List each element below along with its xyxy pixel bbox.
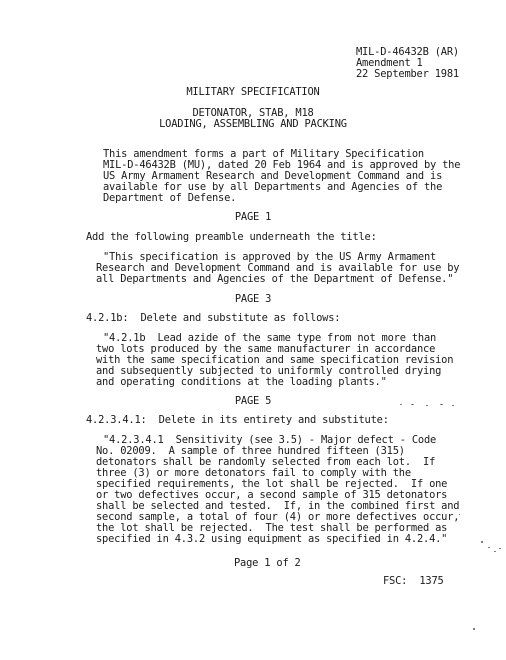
scan-speck xyxy=(481,541,483,543)
quote-line: with the same specification and same specification revision xyxy=(96,354,454,366)
instruction-2: 4.2.1b: Delete and substitute as follows: xyxy=(86,312,341,324)
quote-line: "4.2.3.4.1 Sensitivity (see 3.5) - Major defect - Code xyxy=(103,434,437,446)
doc-id: MIL-D-46432B (AR) xyxy=(356,46,459,58)
page-label-5: PAGE 5 xyxy=(234,395,272,407)
quote-line: and operating conditions at the loading plants." xyxy=(96,376,387,388)
scan-speck xyxy=(411,404,414,405)
spec-heading: MILITARY SPECIFICATION xyxy=(186,86,320,98)
scan-speck xyxy=(494,551,496,552)
intro-line: Department of Defense. xyxy=(103,192,237,204)
scan-speck xyxy=(473,628,475,630)
quote-line: and subsequently subjected to uniformly controlled drying xyxy=(96,365,442,377)
quote-line: shall be selected and tested. If, in the combined first and xyxy=(96,500,460,512)
quote-line: two lots produced by the same manufacturer in accordance xyxy=(96,343,436,355)
fsc-code: FSC: 1375 xyxy=(383,575,444,587)
quote-line: three (3) or more detonators fail to comply with the xyxy=(96,467,411,479)
quote-line: detonators shall be randomly selected from each lot. If xyxy=(96,456,436,468)
quote-line: "This specification is approved by the US Army Armament xyxy=(103,251,437,263)
quote-line: or two defectives occur, a second sample of 315 detonators xyxy=(96,489,448,501)
intro-line: available for use by all Departments and Agencies of the xyxy=(103,181,443,193)
amendment-number: Amendment 1 xyxy=(356,57,423,69)
scan-speck xyxy=(488,547,490,548)
page-label-3: PAGE 3 xyxy=(234,293,272,305)
spec-title-line-2: LOADING, ASSEMBLING AND PACKING xyxy=(159,118,347,130)
quote-line: all Departments and Agencies of the Department of Defense." xyxy=(96,273,454,285)
quote-line: Research and Development Command and is available for use by xyxy=(96,262,460,274)
scan-speck xyxy=(452,405,454,406)
intro-line: This amendment forms a part of Military Specification xyxy=(103,148,424,160)
page-label-1: PAGE 1 xyxy=(234,211,272,223)
quote-line: "4.2.1b Lead azide of the same type from not more than xyxy=(103,332,437,344)
scan-speck xyxy=(459,514,460,515)
quote-line: the lot shall be rejected. The test shall be performed as xyxy=(96,522,448,534)
quote-line: specified in 4.3.2 using equipment as specified in 4.2.4." xyxy=(96,533,448,545)
instruction-3: 4.2.3.4.1: Delete in its entirety and substitute: xyxy=(86,414,389,426)
scan-speck xyxy=(499,548,501,549)
amendment-date: 22 September 1981 xyxy=(356,68,459,80)
scan-speck xyxy=(400,404,402,405)
intro-line: US Army Armament Research and Development Command and is xyxy=(103,170,443,182)
quote-line: No. 02009. A sample of three hundred fifteen (315) xyxy=(96,445,405,457)
scan-speck xyxy=(426,405,428,406)
quote-line: specified requirements, the lot shall be rejected. If one xyxy=(96,478,448,490)
page-number: Page 1 of 2 xyxy=(234,557,301,569)
scan-speck xyxy=(440,404,443,405)
spec-title-line-1: DETONATOR, STAB, M18 xyxy=(192,107,314,119)
quote-line: second sample, a total of four (4) or more defectives occur, xyxy=(96,511,460,523)
instruction-1: Add the following preamble underneath the title: xyxy=(86,231,377,243)
intro-line: MIL-D-46432B (MU), dated 20 Feb 1964 and is approved by the xyxy=(103,159,461,171)
